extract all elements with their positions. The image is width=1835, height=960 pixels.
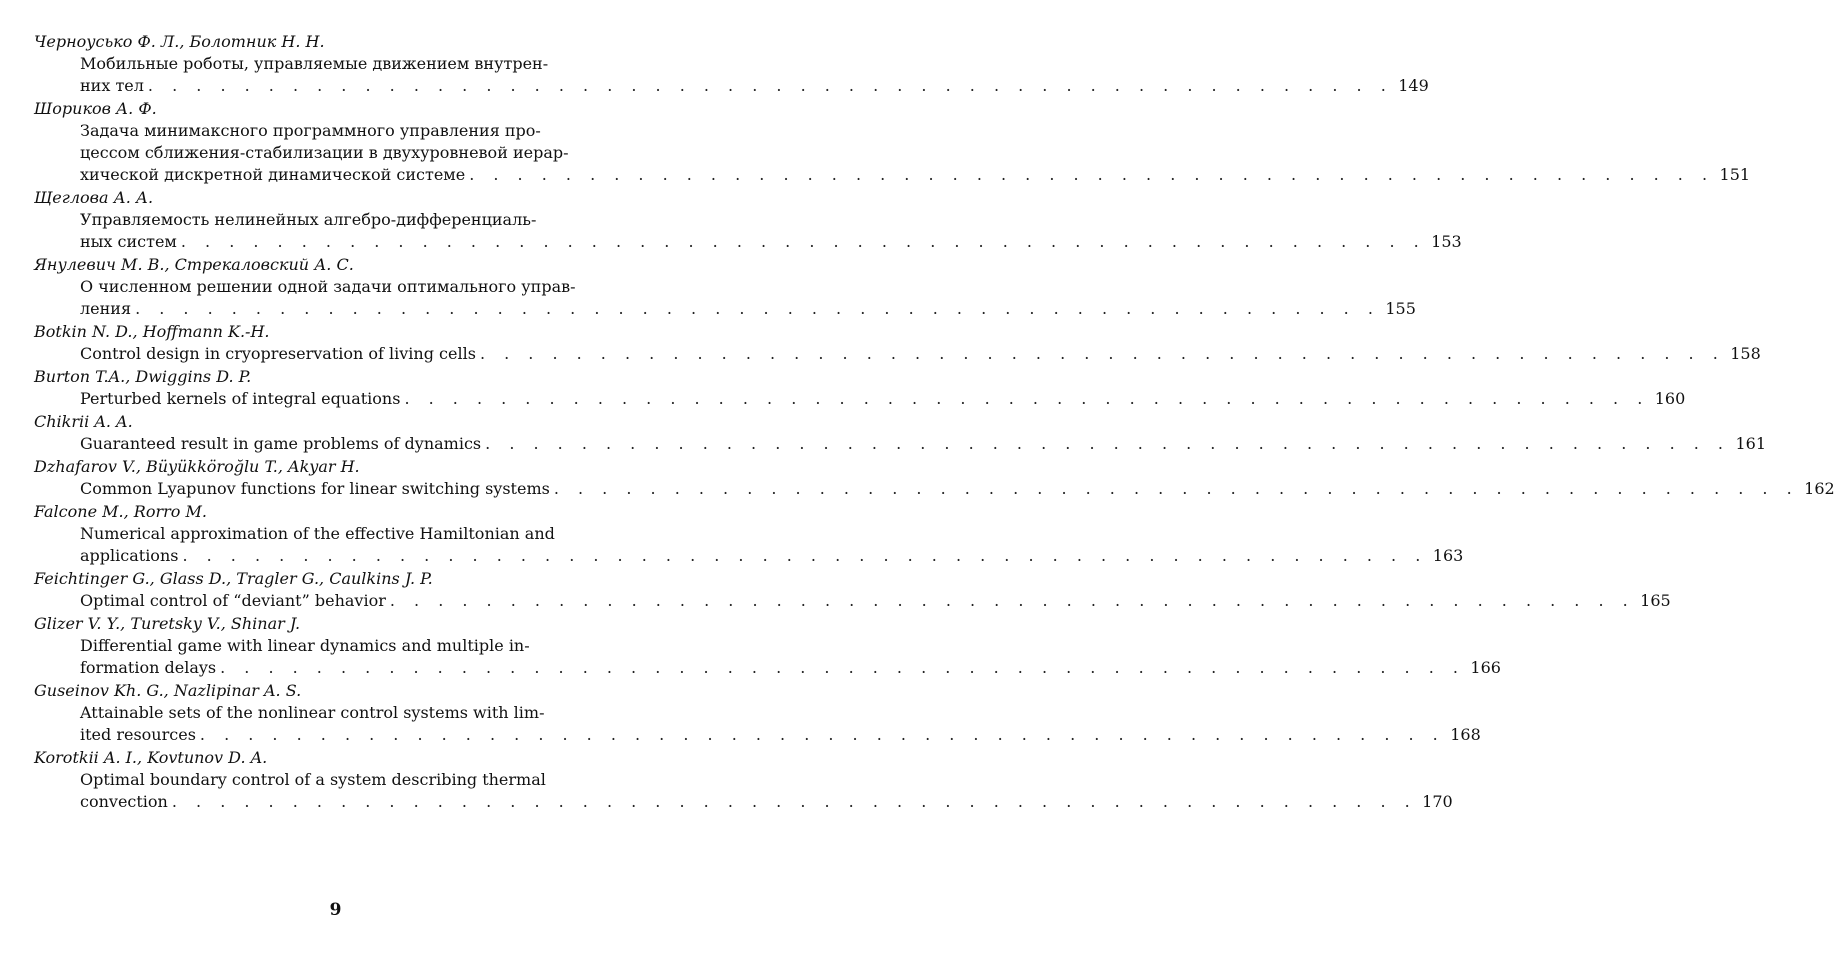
title-last-line — [80, 657, 1501, 679]
toc-entry-authors: Щеглова А. А. — [34, 188, 154, 207]
dot-leader: . . . . . . . . . . . . . . . . . . . . . . . . . . . . . . . . . . . . . . . . . . . . . . . . . . . . — [404, 389, 1650, 408]
toc-entry-title — [80, 209, 1462, 253]
title-line: Perturbed kernels of integral equations — [80, 389, 401, 408]
toc-entry-title — [80, 343, 1761, 365]
title-line: хической дискретной динамической системе — [80, 165, 466, 184]
title-last-line — [80, 388, 1686, 410]
title-last-line — [80, 75, 1429, 97]
toc-entry-page: 160 — [1654, 389, 1686, 408]
toc-entry-page: 170 — [1422, 792, 1453, 811]
toc-entry — [34, 500, 1464, 567]
toc-entry-authors: Dzhafarov V., Büyükköroğlu T., Akyar H. — [34, 457, 360, 476]
toc-entry-authors: Feichtinger G., Glass D., Tragler G., Caulkins J. P. — [34, 569, 433, 588]
toc-entry — [34, 253, 1416, 320]
dot-leader: . . . . . . . . . . . . . . . . . . . . . . . . . . . . . . . . . . . . . . . . . . . . . . . . . . . . — [389, 591, 1635, 610]
dot-leader: . . . . . . . . . . . . . . . . . . . . . . . . . . . . . . . . . . . . . . . . . . . . . . . . . . . . — [171, 792, 1417, 811]
dot-leader: . . . . . . . . . . . . . . . . . . . . . . . . . . . . . . . . . . . . . . . . . . . . . . . . . . . . — [147, 76, 1393, 95]
title-last-line — [80, 343, 1761, 365]
toc-entry-title — [80, 120, 1751, 186]
toc-entry-title — [80, 433, 1766, 455]
toc-entry — [34, 320, 1761, 365]
page-number: 9 — [329, 900, 342, 920]
toc-entry-page: 165 — [1640, 591, 1671, 610]
title-last-line — [80, 298, 1416, 320]
toc-entry-page: 153 — [1431, 232, 1462, 251]
dot-leader: . . . . . . . . . . . . . . . . . . . . . . . . . . . . . . . . . . . . . . . . . . . . . . . . . . . . — [485, 434, 1730, 453]
dot-leader: . . . . . . . . . . . . . . . . . . . . . . . . . . . . . . . . . . . . . . . . . . . . . . . . . . . . — [180, 232, 1426, 251]
title-line: Optimal boundary control of a system describing thermal — [80, 770, 546, 789]
toc-entry-title — [80, 635, 1501, 679]
toc-entry-page: 158 — [1730, 344, 1761, 363]
toc-entry-title — [80, 769, 1453, 813]
toc-entry-page: 155 — [1385, 299, 1416, 318]
toc-entry-page: 161 — [1735, 434, 1766, 453]
title-line: Numerical approximation of the effective Hamiltonian and — [80, 524, 555, 543]
toc-entry — [34, 612, 1501, 679]
toc-entry-authors: Chikrii A. A. — [34, 412, 133, 431]
toc-entry — [34, 746, 1453, 813]
toc-entry-page: 151 — [1719, 165, 1751, 184]
toc-entry-authors: Glizer V. Y., Turetsky V., Shinar J. — [34, 614, 301, 633]
toc-entry-page: 168 — [1450, 725, 1481, 744]
title-line: Optimal control of “deviant” behavior — [80, 591, 386, 610]
title-line: ных систем — [80, 232, 177, 251]
dot-leader: . . . . . . . . . . . . . . . . . . . . . . . . . . . . . . . . . . . . . . . . . . . . . . . . . . . . — [469, 165, 1715, 184]
toc-entry-authors: Korotkii A. I., Kovtunov D. A. — [34, 748, 268, 767]
dot-leader: . . . . . . . . . . . . . . . . . . . . . . . . . . . . . . . . . . . . . . . . . . . . . . . . . . . . — [553, 479, 1799, 498]
toc-entry-page: 166 — [1470, 658, 1501, 677]
title-line: О численном решении одной задачи оптимального управ- — [80, 277, 576, 296]
toc-entry-authors: Черноусько Ф. Л., Болотник Н. Н. — [34, 32, 325, 51]
title-line: Мобильные роботы, управляемые движением внутрен- — [80, 54, 549, 73]
title-line: applications — [80, 546, 179, 565]
toc-entry-page: 162 — [1804, 479, 1835, 498]
toc-entry-title — [80, 53, 1429, 97]
toc-entry-authors: Falcone M., Rorro M. — [34, 502, 207, 521]
toc-entry-authors: Botkin N. D., Hoffmann K.-H. — [34, 322, 270, 341]
title-last-line — [80, 164, 1751, 186]
title-line: Задача минимаксного программного управления про- — [80, 121, 541, 140]
toc-entry-title — [80, 702, 1481, 746]
toc-entry-authors: Шориков А. Ф. — [34, 99, 157, 118]
toc-entry-title — [80, 478, 1835, 500]
toc-entry — [34, 679, 1481, 746]
title-last-line — [80, 791, 1453, 813]
toc-entry-page: 149 — [1398, 76, 1429, 95]
table-of-contents — [34, 30, 1835, 813]
toc-entry — [34, 455, 1835, 500]
title-line: ления — [80, 299, 132, 318]
toc-entry-authors: Burton T.A., Dwiggins D. P. — [34, 367, 252, 386]
title-line: ited resources — [80, 725, 196, 744]
toc-entry — [34, 365, 1686, 410]
title-last-line — [80, 590, 1671, 612]
toc-entry-title — [80, 523, 1464, 567]
toc-entry-title — [80, 276, 1416, 320]
toc-entry-page: 163 — [1432, 546, 1464, 565]
title-line: Управляемость нелинейных алгебро-дифференциаль- — [80, 210, 537, 229]
title-line: Differential game with linear dynamics and multiple in- — [80, 636, 530, 655]
title-line: Guaranteed result in game problems of dynamics — [80, 434, 482, 453]
toc-entry-authors: Guseinov Kh. G., Nazlipinar A. S. — [34, 681, 302, 700]
dot-leader: . . . . . . . . . . . . . . . . . . . . . . . . . . . . . . . . . . . . . . . . . . . . . . . . . . . . — [479, 344, 1725, 363]
title-last-line — [80, 433, 1766, 455]
title-last-line — [80, 478, 1835, 500]
dot-leader: . . . . . . . . . . . . . . . . . . . . . . . . . . . . . . . . . . . . . . . . . . . . . . . . . . . . — [220, 658, 1465, 677]
toc-entry — [34, 186, 1462, 253]
toc-entry-title — [80, 388, 1686, 410]
toc-entry — [34, 30, 1429, 97]
toc-entry — [34, 410, 1766, 455]
title-line: цессом сближения-стабилизации в двухуровневой иерар- — [80, 143, 569, 162]
dot-leader: . . . . . . . . . . . . . . . . . . . . . . . . . . . . . . . . . . . . . . . . . . . . . . . . . . . . — [182, 546, 1428, 565]
dot-leader: . . . . . . . . . . . . . . . . . . . . . . . . . . . . . . . . . . . . . . . . . . . . . . . . . . . . — [135, 299, 1380, 318]
title-line: Control design in cryopreservation of living cells — [80, 344, 476, 363]
dot-leader: . . . . . . . . . . . . . . . . . . . . . . . . . . . . . . . . . . . . . . . . . . . . . . . . . . . . — [199, 725, 1445, 744]
title-line: них тел — [80, 76, 144, 95]
title-line: Common Lyapunov functions for linear switching systems — [80, 479, 550, 498]
toc-entry-authors: Янулевич М. В., Стрекаловский А. С. — [34, 255, 354, 274]
toc-entry-title — [80, 590, 1671, 612]
title-line: formation delays — [80, 658, 217, 677]
toc-entry — [34, 567, 1671, 612]
title-line: convection — [80, 792, 168, 811]
title-last-line — [80, 724, 1481, 746]
toc-entry — [34, 97, 1751, 186]
title-last-line — [80, 545, 1464, 567]
title-last-line — [80, 231, 1462, 253]
title-line: Attainable sets of the nonlinear control systems with lim- — [80, 703, 545, 722]
